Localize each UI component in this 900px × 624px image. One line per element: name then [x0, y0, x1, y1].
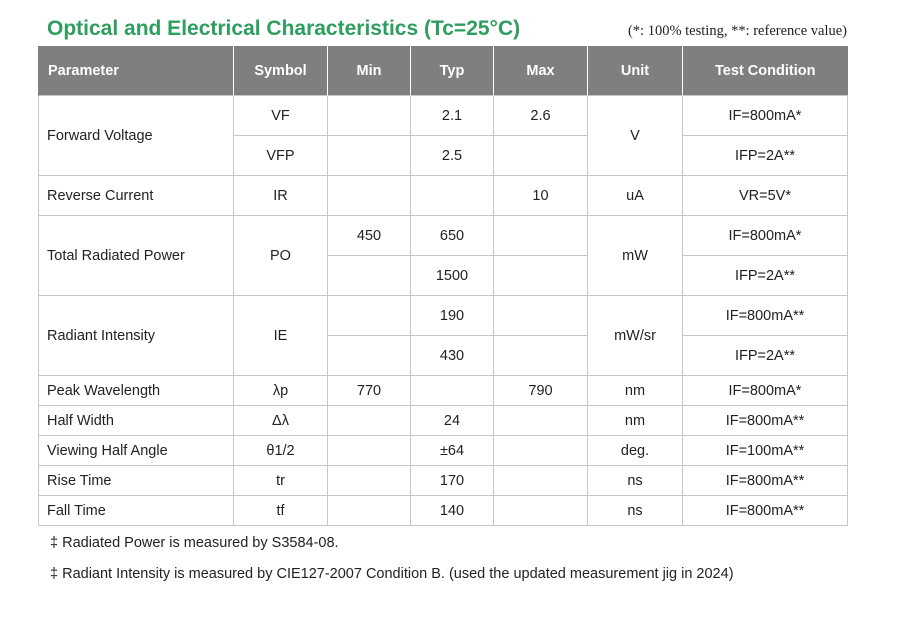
testing-note: (*: 100% testing, **: reference value) [627, 23, 847, 39]
param-reverse-current: Reverse Current [39, 176, 234, 216]
min-cell [328, 96, 411, 136]
unit-cell: uA [588, 176, 683, 216]
condition-cell: IF=800mA* [683, 96, 848, 136]
unit-cell: nm [588, 406, 683, 436]
min-cell [328, 256, 411, 296]
symbol-cell: IR [234, 176, 328, 216]
characteristics-table [38, 46, 848, 526]
max-cell: 790 [494, 376, 588, 406]
min-cell [328, 136, 411, 176]
table-row [39, 176, 848, 216]
min-cell: 450 [328, 216, 411, 256]
footnote-radiated-power: ‡ Radiated Power is measured by S3584-08. [50, 535, 339, 551]
min-cell [328, 466, 411, 496]
header-typ: Typ [411, 46, 494, 96]
header-unit: Unit [588, 46, 683, 96]
condition-cell: IFP=2A** [683, 256, 848, 296]
symbol-cell: λp [234, 376, 328, 406]
symbol-cell: θ1/2 [234, 436, 328, 466]
condition-cell: IF=800mA** [683, 466, 848, 496]
param-radiant-intensity: Radiant Intensity [39, 296, 234, 376]
max-cell [494, 496, 588, 526]
condition-cell: IF=800mA** [683, 296, 848, 336]
max-cell [494, 136, 588, 176]
typ-cell: 2.5 [411, 136, 494, 176]
header-parameter: Parameter [39, 46, 234, 96]
condition-cell: IFP=2A** [683, 336, 848, 376]
min-cell [328, 496, 411, 526]
table-row [39, 496, 848, 526]
typ-cell: ±64 [411, 436, 494, 466]
min-cell [328, 176, 411, 216]
param-fall-time: Fall Time [39, 496, 234, 526]
symbol-cell: tf [234, 496, 328, 526]
condition-cell: IF=800mA** [683, 406, 848, 436]
param-rise-time: Rise Time [39, 466, 234, 496]
table-row [39, 96, 848, 136]
unit-cell: mW/sr [588, 296, 683, 376]
condition-cell: IF=800mA* [683, 376, 848, 406]
min-cell [328, 336, 411, 376]
param-forward-voltage: Forward Voltage [39, 96, 234, 176]
max-cell [494, 336, 588, 376]
table-row [39, 436, 848, 466]
typ-cell [411, 376, 494, 406]
table-row [39, 466, 848, 496]
table-header-row [39, 46, 848, 96]
param-peak-wavelength: Peak Wavelength [39, 376, 234, 406]
header-min: Min [328, 46, 411, 96]
max-cell [494, 296, 588, 336]
header-test-condition: Test Condition [683, 46, 848, 96]
max-cell [494, 256, 588, 296]
header-symbol: Symbol [234, 46, 328, 96]
typ-cell: 24 [411, 406, 494, 436]
section-title: Optical and Electrical Characteristics (Tc=25°C) [47, 17, 521, 40]
symbol-cell: IE [234, 296, 328, 376]
typ-cell: 190 [411, 296, 494, 336]
typ-cell: 430 [411, 336, 494, 376]
min-cell [328, 296, 411, 336]
condition-cell: VR=5V* [683, 176, 848, 216]
param-total-radiated-power: Total Radiated Power [39, 216, 234, 296]
symbol-cell: VF [234, 96, 328, 136]
symbol-cell: Δλ [234, 406, 328, 436]
table-row [39, 406, 848, 436]
condition-cell: IF=100mA** [683, 436, 848, 466]
typ-cell: 2.1 [411, 96, 494, 136]
typ-cell [411, 176, 494, 216]
unit-cell: nm [588, 376, 683, 406]
typ-cell: 170 [411, 466, 494, 496]
max-cell [494, 436, 588, 466]
table-row [39, 376, 848, 406]
typ-cell: 1500 [411, 256, 494, 296]
table-row [39, 296, 848, 336]
header-max: Max [494, 46, 588, 96]
param-viewing-half-angle: Viewing Half Angle [39, 436, 234, 466]
unit-cell: ns [588, 466, 683, 496]
footnote-radiant-intensity: ‡ Radiant Intensity is measured by CIE127-2007 Condition B. (used the updated measurement jig in 2024) [50, 566, 734, 582]
max-cell: 2.6 [494, 96, 588, 136]
min-cell: 770 [328, 376, 411, 406]
max-cell [494, 406, 588, 436]
condition-cell: IF=800mA** [683, 496, 848, 526]
table-row [39, 216, 848, 256]
unit-cell: deg. [588, 436, 683, 466]
unit-cell: V [588, 96, 683, 176]
max-cell [494, 466, 588, 496]
typ-cell: 650 [411, 216, 494, 256]
symbol-cell: PO [234, 216, 328, 296]
unit-cell: mW [588, 216, 683, 296]
min-cell [328, 406, 411, 436]
condition-cell: IFP=2A** [683, 136, 848, 176]
symbol-cell: tr [234, 466, 328, 496]
param-half-width: Half Width [39, 406, 234, 436]
max-cell [494, 216, 588, 256]
max-cell: 10 [494, 176, 588, 216]
typ-cell: 140 [411, 496, 494, 526]
symbol-cell: VFP [234, 136, 328, 176]
min-cell [328, 436, 411, 466]
condition-cell: IF=800mA* [683, 216, 848, 256]
unit-cell: ns [588, 496, 683, 526]
